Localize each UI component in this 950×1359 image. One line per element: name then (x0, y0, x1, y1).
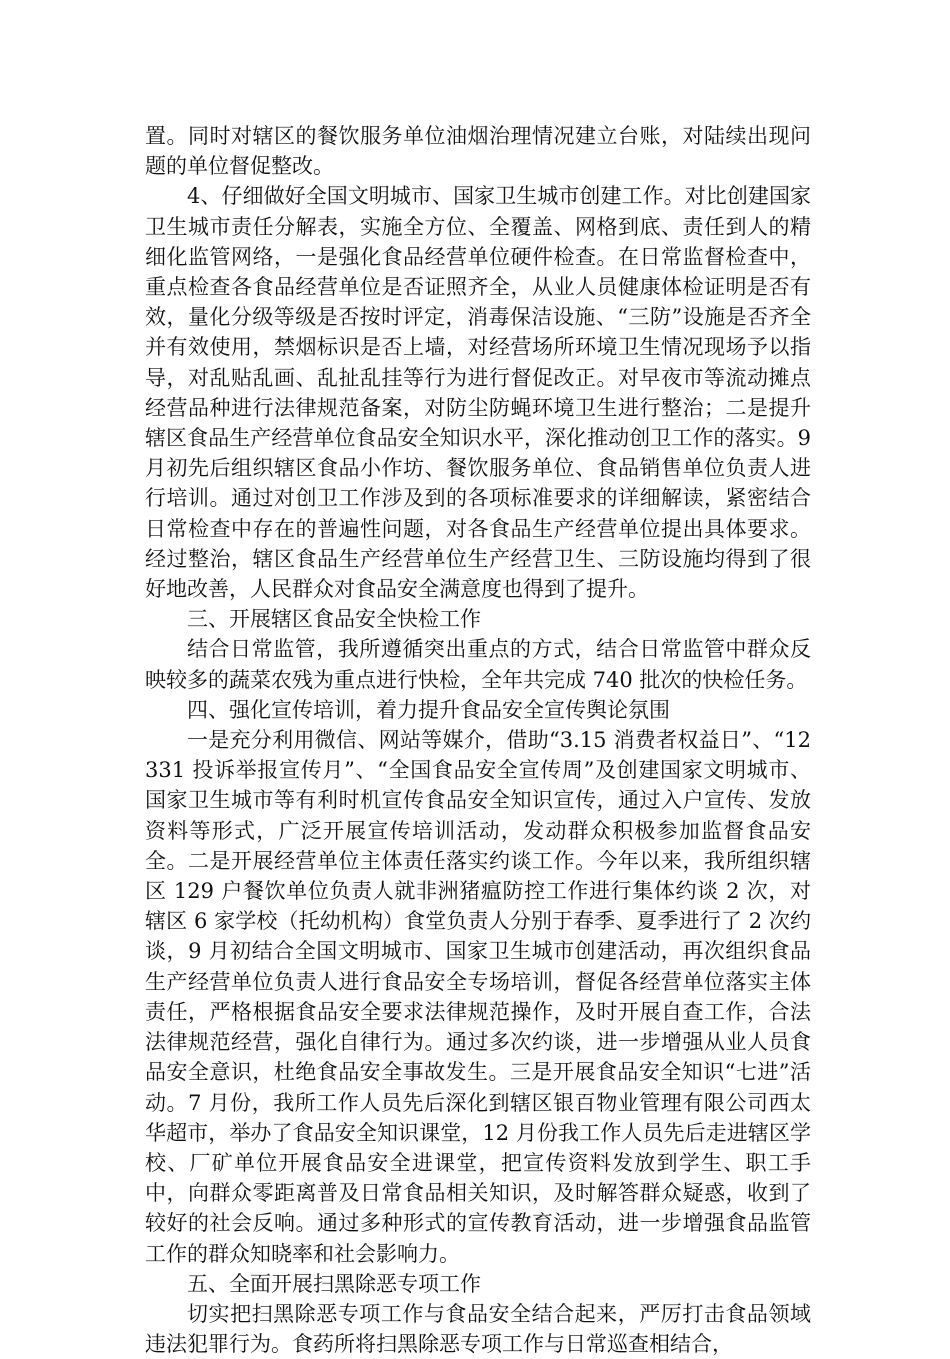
section-heading-anti-crime: 五、全面开展扫黑除恶专项工作 (187, 1271, 481, 1296)
paragraph-rapid-testing: 结合日常监管，我所遵循突出重点的方式，结合日常监管中群众反映较多的蔬菜农残为重点进行快检，全年共完成 740 批次的快检任务。 (145, 637, 811, 692)
section-heading-rapid-testing: 三、开展辖区食品安全快检工作 (187, 607, 481, 632)
paragraph-civilized-city-creation: 4、仔细做好全国文明城市、国家卫生城市创建工作。对比创建国家卫生城市责任分解表，实施全方位、全覆盖、网格到底、责任到人的精细化监管网络，一是强化食品经营单位硬件检查。在日常监督检查中，重点检查各食品经营单位是否证照齐全，从业人员健康体检证明是否有效，量化分级等级是否按时评定，消毒保洁设施、“三防”设施是否齐全并有效使用，禁烟标识是否上墙，对经营场所环境卫生情况现场予以指导，对乱贴乱画、乱扯乱挂等行为进行督促改正。对早夜市等流动摊点经营品种进行法律规范备案，对防尘防蝇环境卫生进行整治；二是提升辖区食品生产经营单位食品安全知识水平，深化推动创卫工作的落实。9月初先后组织辖区食品小作坊、餐饮服务单位、食品销售单位负责人进行培训。通过对创卫工作涉及到的各项标准要求的详细解读，紧密结合日常检查中存在的普遍性问题，对各食品生产经营单位提出具体要求。经过整治，辖区食品生产经营单位生产经营卫生、三防设施均得到了很好地改善，人民群众对食品安全满意度也得到了提升。 (145, 184, 811, 602)
paragraph-publicity-training: 一是充分利用微信、网站等媒介，借助“3.15 消费者权益日”、“12331 投诉举报宣传月”、“全国食品安全宣传周”及创建国家文明城市、国家卫生城市等有利时机宣传食品安全知识宣传，通过入户宣传、发放资料等形式，广泛开展宣传培训活动，发动群众积极参加监督食品安全。二是开展经营单位主体责任落实约谈工作。今年以来，我所组织辖区 129 户餐饮单位负责人就非洲猪瘟防控工作进行集体约谈 2 次，对辖区 6 家学校（托幼机构）食堂负责人分别于春季、夏季进行了 2 次约谈，9 月初结合全国文明城市、国家卫生城市创建活动，再次组织食品生产经营单位负责人进行食品安全专场培训，督促各经营单位落实主体责任，严格根据食品安全要求法律规范操作，及时开展自查工作，合法法律规范经营，强化自律行为。通过多次约谈，进一步增强从业人员食品安全意识，杜绝食品安全事故发生。三是开展食品安全知识“七进”活动。7 月份，我所工作人员先后深化到辖区银百物业管理有限公司西太华超市，举办了食品安全知识课堂，12 月份我工作人员先后走进辖区学校、厂矿单位开展食品安全进课堂，把宣传资料发放到学生、职工手中，向群众零距离普及日常食品相关知识，及时解答群众疑惑，收到了较好的社会反响。通过多种形式的宣传教育活动，进一步增强食品监管工作的群众知晓率和社会影响力。 (145, 728, 811, 1266)
document-page (145, 121, 811, 1359)
section-heading-publicity-training: 四、强化宣传培训，着力提升食品安全宣传舆论氛围 (187, 697, 670, 722)
paragraph-continuation: 置。同时对辖区的餐饮服务单位油烟治理情况建立台账，对陆续出现问题的单位督促整改。 (145, 124, 811, 179)
paragraph-anti-crime: 切实把扫黑除恶专项工作与食品安全结合起来，严厉打击食品领域违法犯罪行为。食药所将扫黑除恶专项工作与日常巡查相结合， (145, 1301, 811, 1357)
